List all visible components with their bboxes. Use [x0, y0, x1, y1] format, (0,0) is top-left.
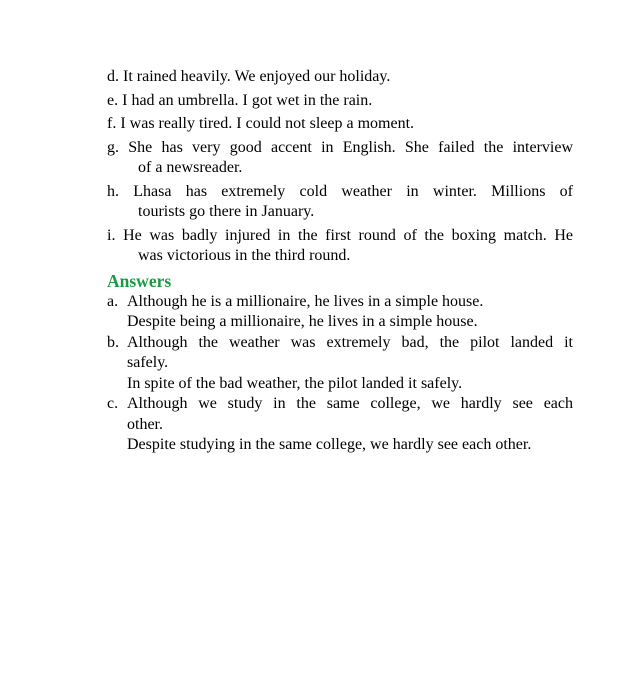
question-marker: e.	[107, 91, 119, 109]
question-marker: f.	[107, 115, 117, 132]
question-text: She has very good accent in English. She failed the interview	[128, 138, 574, 156]
answer-sentence-1: Although he is a millionaire, he lives in a simple house.	[127, 292, 484, 310]
question-g	[107, 138, 573, 179]
answer-sentence-2: In spite of the bad weather, the pilot landed it safely.	[127, 374, 463, 392]
question-marker: h.	[107, 182, 119, 200]
answer-marker: c.	[107, 395, 119, 412]
answer-c	[107, 394, 573, 456]
answer-sentence-1-line: safely.	[127, 354, 169, 371]
question-h	[107, 182, 573, 223]
answer-sentence-1-line: Although we study in the same college, we hardly see each	[127, 395, 573, 412]
question-text: I had an umbrella. I got wet in the rain.	[122, 91, 373, 109]
question-text: It rained heavily. We enjoyed our holiday.	[123, 68, 391, 85]
question-line: tourists go there in January.	[138, 203, 315, 220]
question-text: Lhasa has extremely cold weather in winter. Millions of	[133, 182, 574, 200]
question-line	[107, 138, 573, 159]
answer-sentence-2: Despite being a millionaire, he lives in a simple house.	[127, 313, 478, 330]
question-line	[107, 182, 573, 203]
question-marker: i.	[107, 226, 116, 244]
question-e	[107, 91, 573, 112]
answer-a	[107, 292, 573, 333]
question-line	[107, 226, 573, 247]
answer-sentence-2: Despite studying in the same college, we hardly see each other.	[127, 436, 532, 453]
exercise-content	[107, 67, 573, 456]
question-text: I was really tired. I could not sleep a moment.	[120, 115, 415, 132]
answer-marker: a.	[107, 292, 119, 310]
answer-sentence-1-line: other.	[127, 415, 163, 433]
question-text: He was badly injured in the first round of the boxing match. He	[123, 226, 574, 244]
question-marker: g.	[107, 138, 119, 156]
question-line: of a newsreader.	[138, 159, 243, 176]
question-f	[107, 114, 573, 135]
question-d	[107, 67, 573, 88]
question-marker: d.	[107, 68, 119, 85]
question-line: was victorious in the third round.	[138, 247, 351, 264]
answer-sentence-1-line: Although the weather was extremely bad, the pilot landed it	[127, 333, 573, 351]
answer-marker: b.	[107, 333, 119, 351]
question-i	[107, 226, 573, 267]
answers-heading: Answers	[107, 270, 172, 291]
answer-b	[107, 333, 573, 395]
